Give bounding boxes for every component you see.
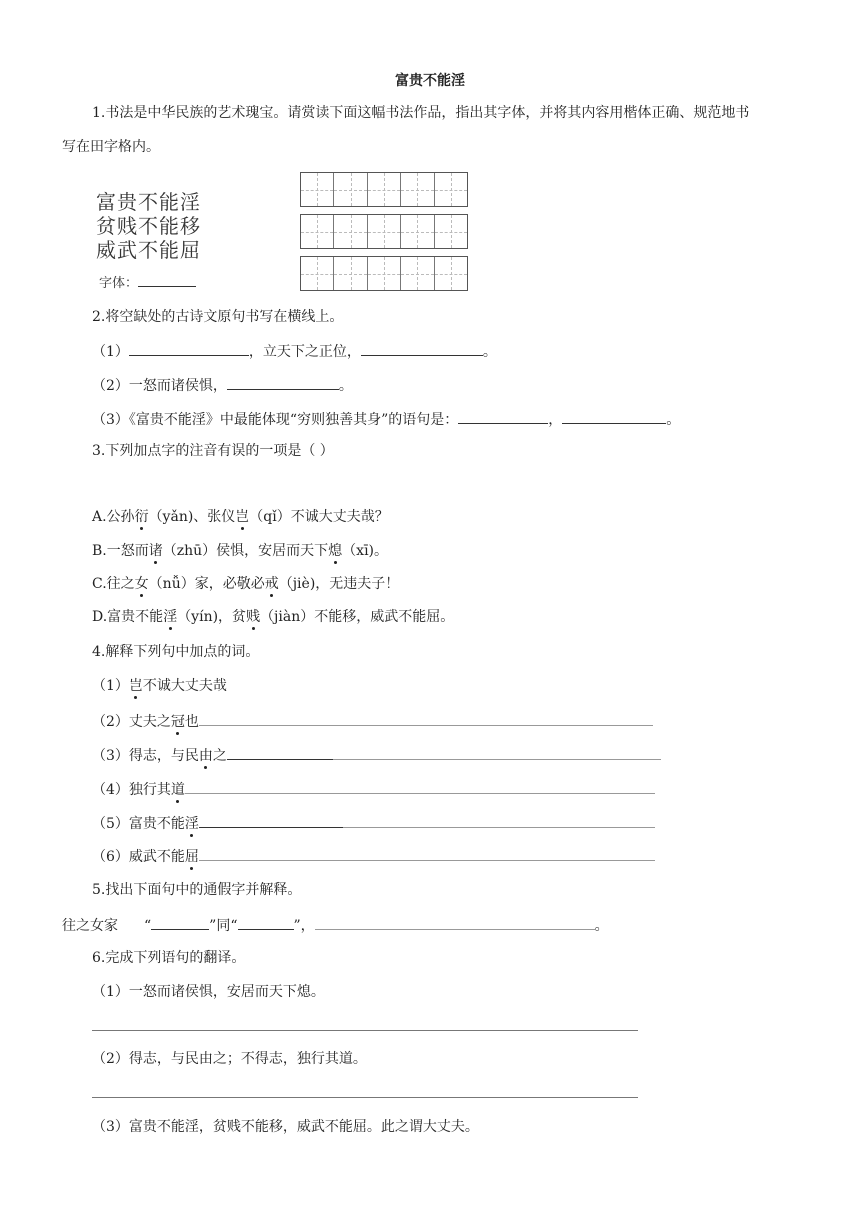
q2-item-1: [92, 341, 497, 361]
q2-stem: 2.将空缺处的古诗文原句书写在横线上。: [92, 309, 344, 325]
q2-blank-3[interactable]: [227, 375, 339, 390]
q4-blank-3b[interactable]: [333, 745, 661, 760]
q2-blank-2[interactable]: [361, 341, 483, 356]
q3-c-dotted-1: 女: [134, 576, 149, 592]
q5-quote-open: “: [144, 918, 152, 934]
q2-blank-1[interactable]: [129, 341, 249, 356]
q4-i2-post: 也: [184, 714, 199, 730]
q2-item-3: [92, 409, 680, 429]
q5-sentence: 往之女家: [62, 918, 118, 934]
q4-i2-dotted: 冠: [170, 714, 185, 730]
q4-blank-5a[interactable]: [199, 813, 343, 828]
q3-stem: 3.下列加点字的注音有误的一项是（ ）: [92, 443, 334, 459]
q2-item-3-end: 。: [666, 412, 681, 428]
q1-stem-line1: 1.书法是中华民族的艺术瑰宝。请赏读下面这幅书法作品，指出其字体，并将其内容用楷体正确、规范地书: [92, 105, 750, 121]
font-label-text: 字体：: [99, 276, 139, 291]
q5-blank-2[interactable]: [238, 915, 294, 930]
q4-i4-pre: （4）独行其: [92, 782, 171, 798]
q4-item-1: [92, 677, 227, 695]
writing-grid-row-2[interactable]: [300, 214, 468, 249]
q4-blank-5b[interactable]: [343, 813, 655, 828]
q2-item-2-text: （2）一怒而诸侯惧，: [92, 378, 227, 394]
calligraphy-image: [96, 190, 222, 262]
q4-item-2: [92, 711, 653, 731]
q4-i5-dotted: 淫: [184, 816, 199, 832]
q6-stem: 6.完成下列语句的翻译。: [92, 950, 246, 966]
q3-d-dotted-2: 贱: [246, 609, 261, 625]
q2-blank-5[interactable]: [562, 409, 666, 424]
calligraphy-line-3: 威武不能屈: [96, 238, 201, 262]
q4-i3-post: 之: [212, 748, 227, 764]
q5-end: 。: [594, 918, 609, 934]
writing-grid-row-1[interactable]: [300, 172, 468, 207]
q4-item-4: [92, 779, 655, 799]
q3-option-c[interactable]: [92, 575, 399, 593]
q3-option-a[interactable]: [92, 508, 389, 526]
q2-item-3-sep: ，: [548, 412, 563, 428]
q6-item-3: （3）富贵不能淫，贫贱不能移，威武不能屈。此之谓大丈夫。: [92, 1119, 479, 1135]
calligraphy-line-1: 富贵不能淫: [96, 190, 201, 214]
q5-blank-3[interactable]: [315, 915, 595, 930]
q2-item-3-text: （3）《富贵不能淫》中最能体现“穷则独善其身”的语句是：: [92, 412, 459, 428]
q4-i4-dotted: 道: [170, 782, 185, 798]
q3-option-d[interactable]: [92, 608, 454, 626]
q2-item-2: [92, 375, 353, 395]
q3-d-pre: D.富贵不能: [92, 609, 164, 625]
page-title: 富贵不能淫: [395, 73, 465, 89]
q5-item: [62, 915, 609, 935]
q2-item-1-end: 。: [482, 344, 497, 360]
q3-c-dotted-2: 戒: [264, 576, 279, 592]
q3-b-post: （xī)。: [342, 543, 389, 559]
q5-stem: 5.找出下面句中的通假字并解释。: [92, 882, 302, 898]
q4-stem: 4.解释下列句中加点的词。: [92, 644, 260, 660]
q4-blank-2[interactable]: [199, 711, 653, 726]
font-label: [99, 272, 196, 291]
q3-a-dotted-2: 岂: [235, 509, 250, 525]
q3-d-mid: （yín)，贫: [177, 609, 247, 625]
q4-i1-post: 不诚大丈夫哉: [142, 678, 227, 694]
q4-blank-3a[interactable]: [227, 745, 333, 760]
q4-blank-4[interactable]: [185, 779, 655, 794]
q4-item-6: [92, 846, 655, 866]
q6-item-2: （2）得志，与民由之；不得志，独行其道。: [92, 1051, 367, 1067]
q3-d-dotted-1: 淫: [163, 609, 178, 625]
q3-d-post: （jiàn）不能移，威武不能屈。: [260, 609, 455, 625]
q3-a-pre: A.公孙: [92, 509, 135, 525]
q6-answer-line-1[interactable]: [92, 1030, 638, 1031]
q3-a-post: （qǐ）不诚大丈夫哉？: [249, 509, 389, 525]
q3-b-mid: （zhū）侯惧，安居而天下: [162, 543, 329, 559]
q6-answer-line-2[interactable]: [92, 1097, 638, 1098]
q4-i6-dotted: 屈: [184, 849, 199, 865]
q2-item-1-text: ，立天下之正位，: [248, 344, 361, 360]
q4-i6-pre: （6）威武不能: [92, 849, 185, 865]
q4-blank-6[interactable]: [199, 846, 655, 861]
q2-item-1-label: （1）: [92, 344, 129, 360]
q3-b-pre: B.一怒而: [92, 543, 149, 559]
q5-blank-1[interactable]: [151, 915, 209, 930]
q4-i5-pre: （5）富贵不能: [92, 816, 185, 832]
q6-item-1: （1）一怒而诸侯惧，安居而天下熄。: [92, 984, 325, 1000]
q2-item-2-end: 。: [338, 378, 353, 394]
writing-grid-row-3[interactable]: [300, 256, 468, 291]
q3-a-dotted-1: 衍: [134, 509, 149, 525]
q1-stem-line2: 写在田字格内。: [62, 139, 160, 155]
q4-i3-dotted: 由: [198, 748, 213, 764]
q3-a-mid: （yǎn)、张仪: [148, 509, 236, 525]
q3-c-post: （jiè)，无违夫子！: [278, 576, 400, 592]
q4-i1-pre: （1）: [92, 678, 129, 694]
q4-i1-dotted: 岂: [128, 678, 143, 694]
q4-item-5: [92, 813, 655, 833]
q4-item-3: [92, 745, 661, 765]
q3-b-dotted-2: 熄: [328, 543, 343, 559]
q5-tong: ”同“: [209, 918, 238, 934]
q3-c-mid: （nǚ）家，必敬必: [148, 576, 265, 592]
q5-quote-close: ”，: [293, 918, 315, 934]
q2-blank-4[interactable]: [458, 409, 548, 424]
font-answer-blank[interactable]: [138, 272, 196, 287]
q4-i3-pre: （3）得志，与民: [92, 748, 199, 764]
q3-c-pre: C.往之: [92, 576, 135, 592]
q4-i2-pre: （2）丈夫之: [92, 714, 171, 730]
q3-option-b[interactable]: [92, 542, 388, 560]
q3-b-dotted-1: 诸: [148, 543, 163, 559]
calligraphy-line-2: 贫贱不能移: [96, 214, 201, 238]
